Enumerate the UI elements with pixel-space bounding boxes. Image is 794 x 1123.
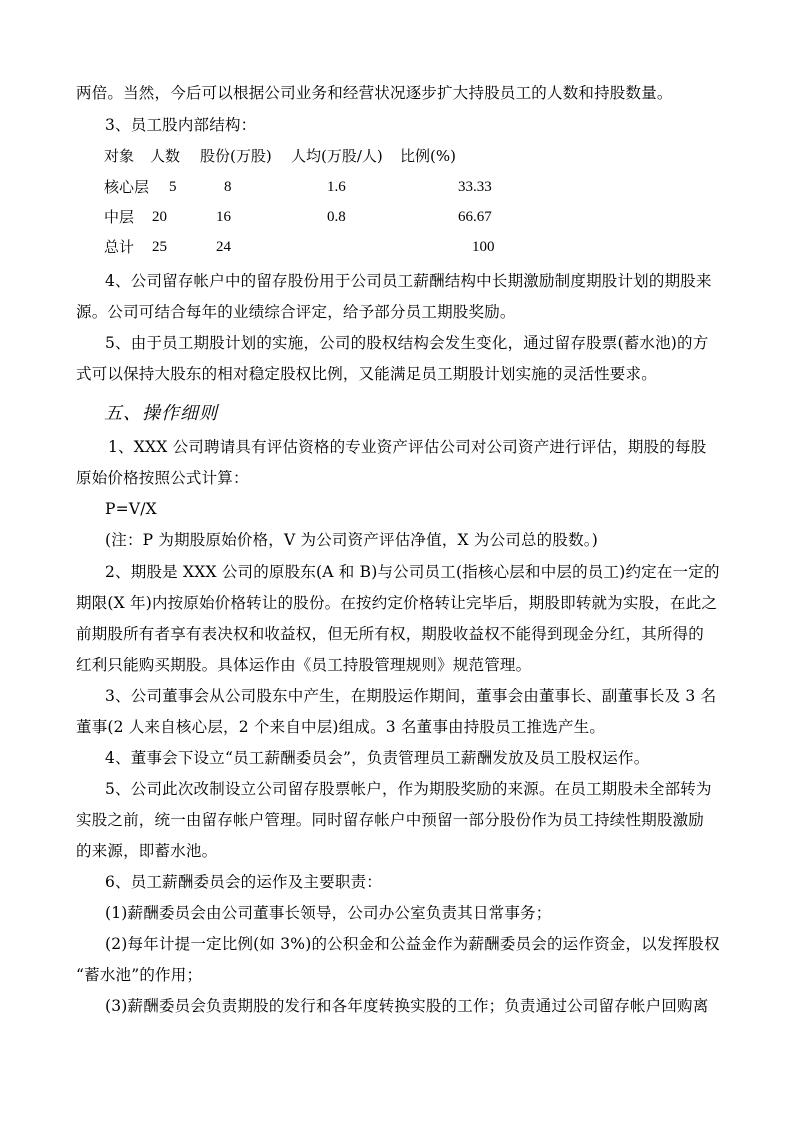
text-line: 实股之前，统一由留存帐户管理。同时留存帐户中预留一部分股份作为员工持续性期股激励 [76, 811, 705, 829]
table-cell: 16 [216, 209, 231, 225]
table-header: 股份(万股) [200, 147, 272, 165]
text-line: 原始价格按照公式计算： [76, 469, 249, 487]
table-header: 比例(%) [400, 147, 456, 165]
section-heading: 五、操作细则 [104, 403, 218, 424]
text-line: (注：P 为期股原始价格，V 为公司资产评估净值，X 为公司总的股数。) [105, 531, 598, 549]
table-header: 人数 [150, 147, 181, 165]
text-line: 式可以保持大股东的相对稳定股权比例，又能满足员工期股计划实施的灵活性要求。 [76, 365, 657, 383]
formula-line: P=V/X [105, 500, 157, 518]
text-line: 2、期股是 XXX 公司的原股东(A 和 B)与公司员工(指核心层和中层的员工)约定在一定的 [105, 563, 720, 581]
text-line: 期限(X 年)内按原始价格转让的股份。在按约定价格转让完毕后，期股即转就为实股，在此之 [76, 594, 718, 612]
table-cell: 总计 [104, 238, 135, 256]
table-cell: 核心层 [104, 178, 150, 196]
text-line: 3、公司董事会从公司股东中产生，在期股运作期间，董事会由董事长、副董事长及 3 名 [105, 687, 717, 705]
table-cell: 8 [224, 179, 232, 195]
text-line: 3、员工股内部结构： [105, 116, 257, 134]
text-line: 4、董事会下设立“员工薪酬委员会”，负责管理员工薪酬发放及员工股权运作。 [105, 749, 650, 767]
text-line: 5、公司此次改制设立公司留存股票帐户，作为期股奖励的来源。在员工期股未全部转为 [105, 780, 712, 798]
table-cell: 20 [152, 209, 167, 225]
text-line: (2)每年计提一定比例(如 3%)的公积金和公益金作为薪酬委员会的运作资金，以发挥股权 [105, 935, 720, 953]
text-line: 1、XXX 公司聘请具有评估资格的专业资产评估公司对公司资产进行评估，期股的每股 [108, 438, 707, 456]
text-line: (1)薪酬委员会由公司董事长领导，公司办公室负责其日常事务； [105, 904, 552, 922]
table-cell: 24 [216, 239, 231, 255]
text-line: 两倍。当然，今后可以根据公司业务和经营状况逐步扩大持股员工的人数和持股数量。 [76, 84, 673, 102]
text-line: 前期股所有者享有表决权和收益权，但无所有权，期股收益权不能得到现金分红，其所得的 [76, 625, 705, 643]
text-line: (3)薪酬委员会负责期股的发行和各年度转换实股的工作；负责通过公司留存帐户回购离 [105, 997, 709, 1015]
text-line: 5、由于员工期股计划的实施，公司的股权结构会发生变化，通过留存股票(蓄水池)的方 [105, 334, 709, 352]
table-cell: 66.67 [458, 209, 492, 225]
table-cell: 中层 [104, 208, 135, 226]
text-line: 6、员工薪酬委员会的运作及主要职责： [105, 873, 382, 891]
table-cell: 1.6 [327, 179, 346, 195]
table-cell: 100 [472, 239, 495, 255]
table-header: 对象 [104, 147, 135, 165]
table-cell: 5 [169, 179, 177, 195]
table-cell: 0.8 [327, 209, 346, 225]
text-line: “蓄水池”的作用； [76, 966, 203, 984]
table-cell: 33.33 [458, 179, 492, 195]
table-cell: 25 [152, 239, 167, 255]
text-line: 4、公司留存帐户中的留存股份用于公司员工薪酬结构中长期激励制度期股计划的期股来 [105, 272, 712, 290]
text-line: 源。公司可结合每年的业绩综合评定，给予部分员工期股奖励。 [76, 303, 516, 321]
text-line: 红利只能购买期股。具体运作由《员工持股管理规则》规范管理。 [76, 656, 532, 674]
table-header: 人均(万股/人) [291, 147, 383, 165]
text-line: 的来源，即蓄水池。 [76, 842, 218, 860]
text-line: 董事(2 人来自核心层，2 个来自中层)组成。3 名董事由持股员工推选产生。 [76, 718, 606, 736]
